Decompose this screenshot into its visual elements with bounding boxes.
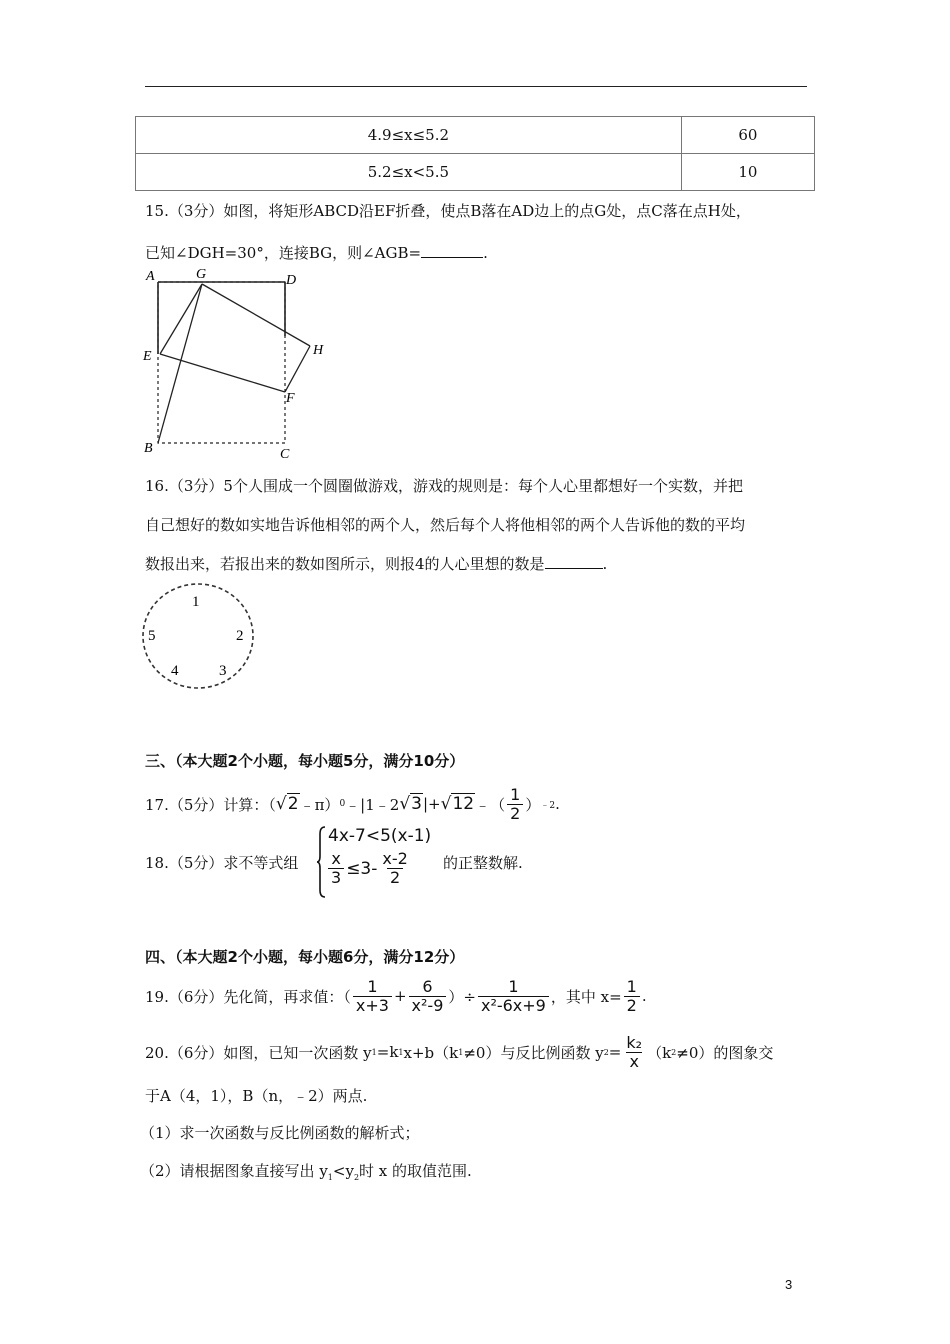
segment-ef [160,354,285,392]
q20-line2: 于A（4，1），B（n，﹣2）两点. [145,1087,368,1105]
circle-number-4: 4 [171,663,179,679]
q18-fraction-x-3: $\frac{x}{3}$ [328,850,344,887]
q17-minus-pi: ﹣π） [299,795,340,814]
q17-zero-exponent: 0 [339,799,346,809]
sub-2: 2 [603,1047,609,1057]
q20-text-g: ≠0）的图象交 [676,1043,774,1062]
q15-line1: 15.（3分）如图，将矩形ABCD沿EF折叠，使点B落在AD边上的点G处，点C落在点H处， [145,202,751,220]
q20-text-a: 20.（6分）如图，已知一次函数 y [145,1043,372,1062]
q16-line2: 自己想好的数如实地告诉他相邻的两个人，然后每个人将他相邻的两个人告诉他的数的平均 [145,516,746,534]
q20-part2-text-a: （2）请根据图象直接写出 y [140,1162,328,1180]
q20-text-e: = [608,1043,622,1061]
q17-fraction: $\frac{1}{2}$ [507,786,523,823]
sqrt-3: √3 [399,794,422,814]
label-c: C [280,447,290,462]
q17-line [145,784,560,824]
q15-answer-blank [421,245,483,258]
q20-text-f: （k [647,1043,672,1062]
q16-line3 [145,553,607,574]
sub-1: 1 [327,1173,333,1182]
q15-text: 已知∠DGH=30°，连接BG，则∠AGB= [145,244,422,262]
table-cell-range: 5.2≤x<5.5 [136,154,682,191]
q17-abs-close: |+ [423,795,441,813]
sqrt-12: √12 [440,794,475,814]
q19-plus: + [393,987,407,1005]
q19-prefix: 19.（6分）先化简，再求值：（ [145,987,351,1006]
q17-end: . [555,795,560,813]
q19-fraction-2: $\frac{6}{\text{x²-9}}$ [409,978,447,1015]
label-e: E [143,349,152,364]
q18-mid: ≤3- [346,858,378,879]
q19-mid: ，其中 x= [550,987,622,1006]
q17-neg2-exponent: ﹣2 [540,800,556,811]
table-cell-range: 4.9≤x≤5.2 [136,117,682,154]
q16-period: . [602,555,608,573]
label-f: F [286,391,295,406]
q17-mid: ﹣|1﹣2 [345,795,400,814]
circle-number-1: 1 [192,594,200,610]
sqrt-2: √2 [275,794,299,814]
q20-part2 [140,1160,472,1182]
q19-fraction-4: $\frac{1}{2}$ [624,978,640,1015]
segment-hf [285,346,310,392]
q19-close-divide: ）÷ [448,987,476,1006]
sub-1: 1 [371,1047,377,1057]
section4-title: 四、（本大题2个小题，每小题6分，满分12分） [145,948,465,966]
table-cell-count: 10 [681,154,814,191]
page-number: 3 [785,1277,793,1292]
header-rule [145,86,807,87]
q15-figure [140,262,340,462]
q17-open: ﹣（ [475,795,506,814]
segment-bg [158,284,202,443]
q18-inequality-1: 4x-7<5(x-1) [328,826,432,846]
table-row [136,117,815,154]
q19-fraction-1: $\frac{1}{x+3}$ [353,978,392,1015]
q18-prefix: 18.（5分）求不等式组 [145,854,299,872]
circle-number-2: 2 [236,628,244,644]
q18-suffix: 的正整数解. [443,854,523,872]
q20-text-c: x+b（k [403,1043,459,1062]
q16-text: 数报出来，若报出来的数如图所示，则报4的人心里想的数是 [145,555,545,573]
q17-close: ） [525,795,541,814]
q15-period: . [483,244,488,262]
q16-circle-figure [138,580,260,694]
q20-part2-text-b: <y [332,1162,354,1180]
label-d: D [286,273,297,288]
sub-1: 1 [458,1047,464,1057]
label-b: B [144,441,153,456]
table-row [136,154,815,191]
q18-inequality-2 [326,850,413,887]
circle-number-5: 5 [148,628,156,644]
q20-line1 [145,1030,773,1074]
q19-end: . [641,987,647,1005]
label-g: G [196,267,207,282]
q20-text-b: =k [376,1043,399,1061]
q15-line2 [145,242,488,263]
q18-fraction-x2-2: $\frac{x-2}{2}$ [382,849,408,887]
label-h: H [313,343,324,358]
q19-line [145,974,647,1018]
segment-eg [160,284,202,354]
q16-answer-blank [545,556,603,569]
sub-2: 2 [671,1047,677,1057]
label-a: A [146,269,155,284]
q20-text-d: ≠0）与反比例函数 y [463,1043,604,1062]
table-cell-count: 60 [681,117,814,154]
left-brace-icon [316,826,326,898]
q20-part1: （1）求一次函数与反比例函数的解析式； [140,1124,420,1142]
q16-line1: 16.（3分）5个人围成一个圆圈做游戏，游戏的规则是：每个人心里都想好一个实数，并把 [145,477,743,495]
rectangle-abcd [158,282,285,443]
section3-title: 三、（本大题2个小题，每小题5分，满分10分） [145,752,465,770]
q20-fraction-k2-x: $\frac{\text{k₂}}{x}$ [626,1032,643,1071]
sub-2: 2 [353,1173,360,1182]
sub-1: 1 [398,1047,404,1057]
q20-part2-text-c: 时 x 的取值范围. [359,1162,472,1180]
frequency-table [135,116,815,191]
segment-gh [202,284,310,346]
q19-fraction-3: $\frac{1}{\text{x²-6x+9}}$ [478,978,549,1015]
q17-prefix: 17.（5分）计算：（ [145,795,276,814]
circle-number-3: 3 [219,663,227,679]
